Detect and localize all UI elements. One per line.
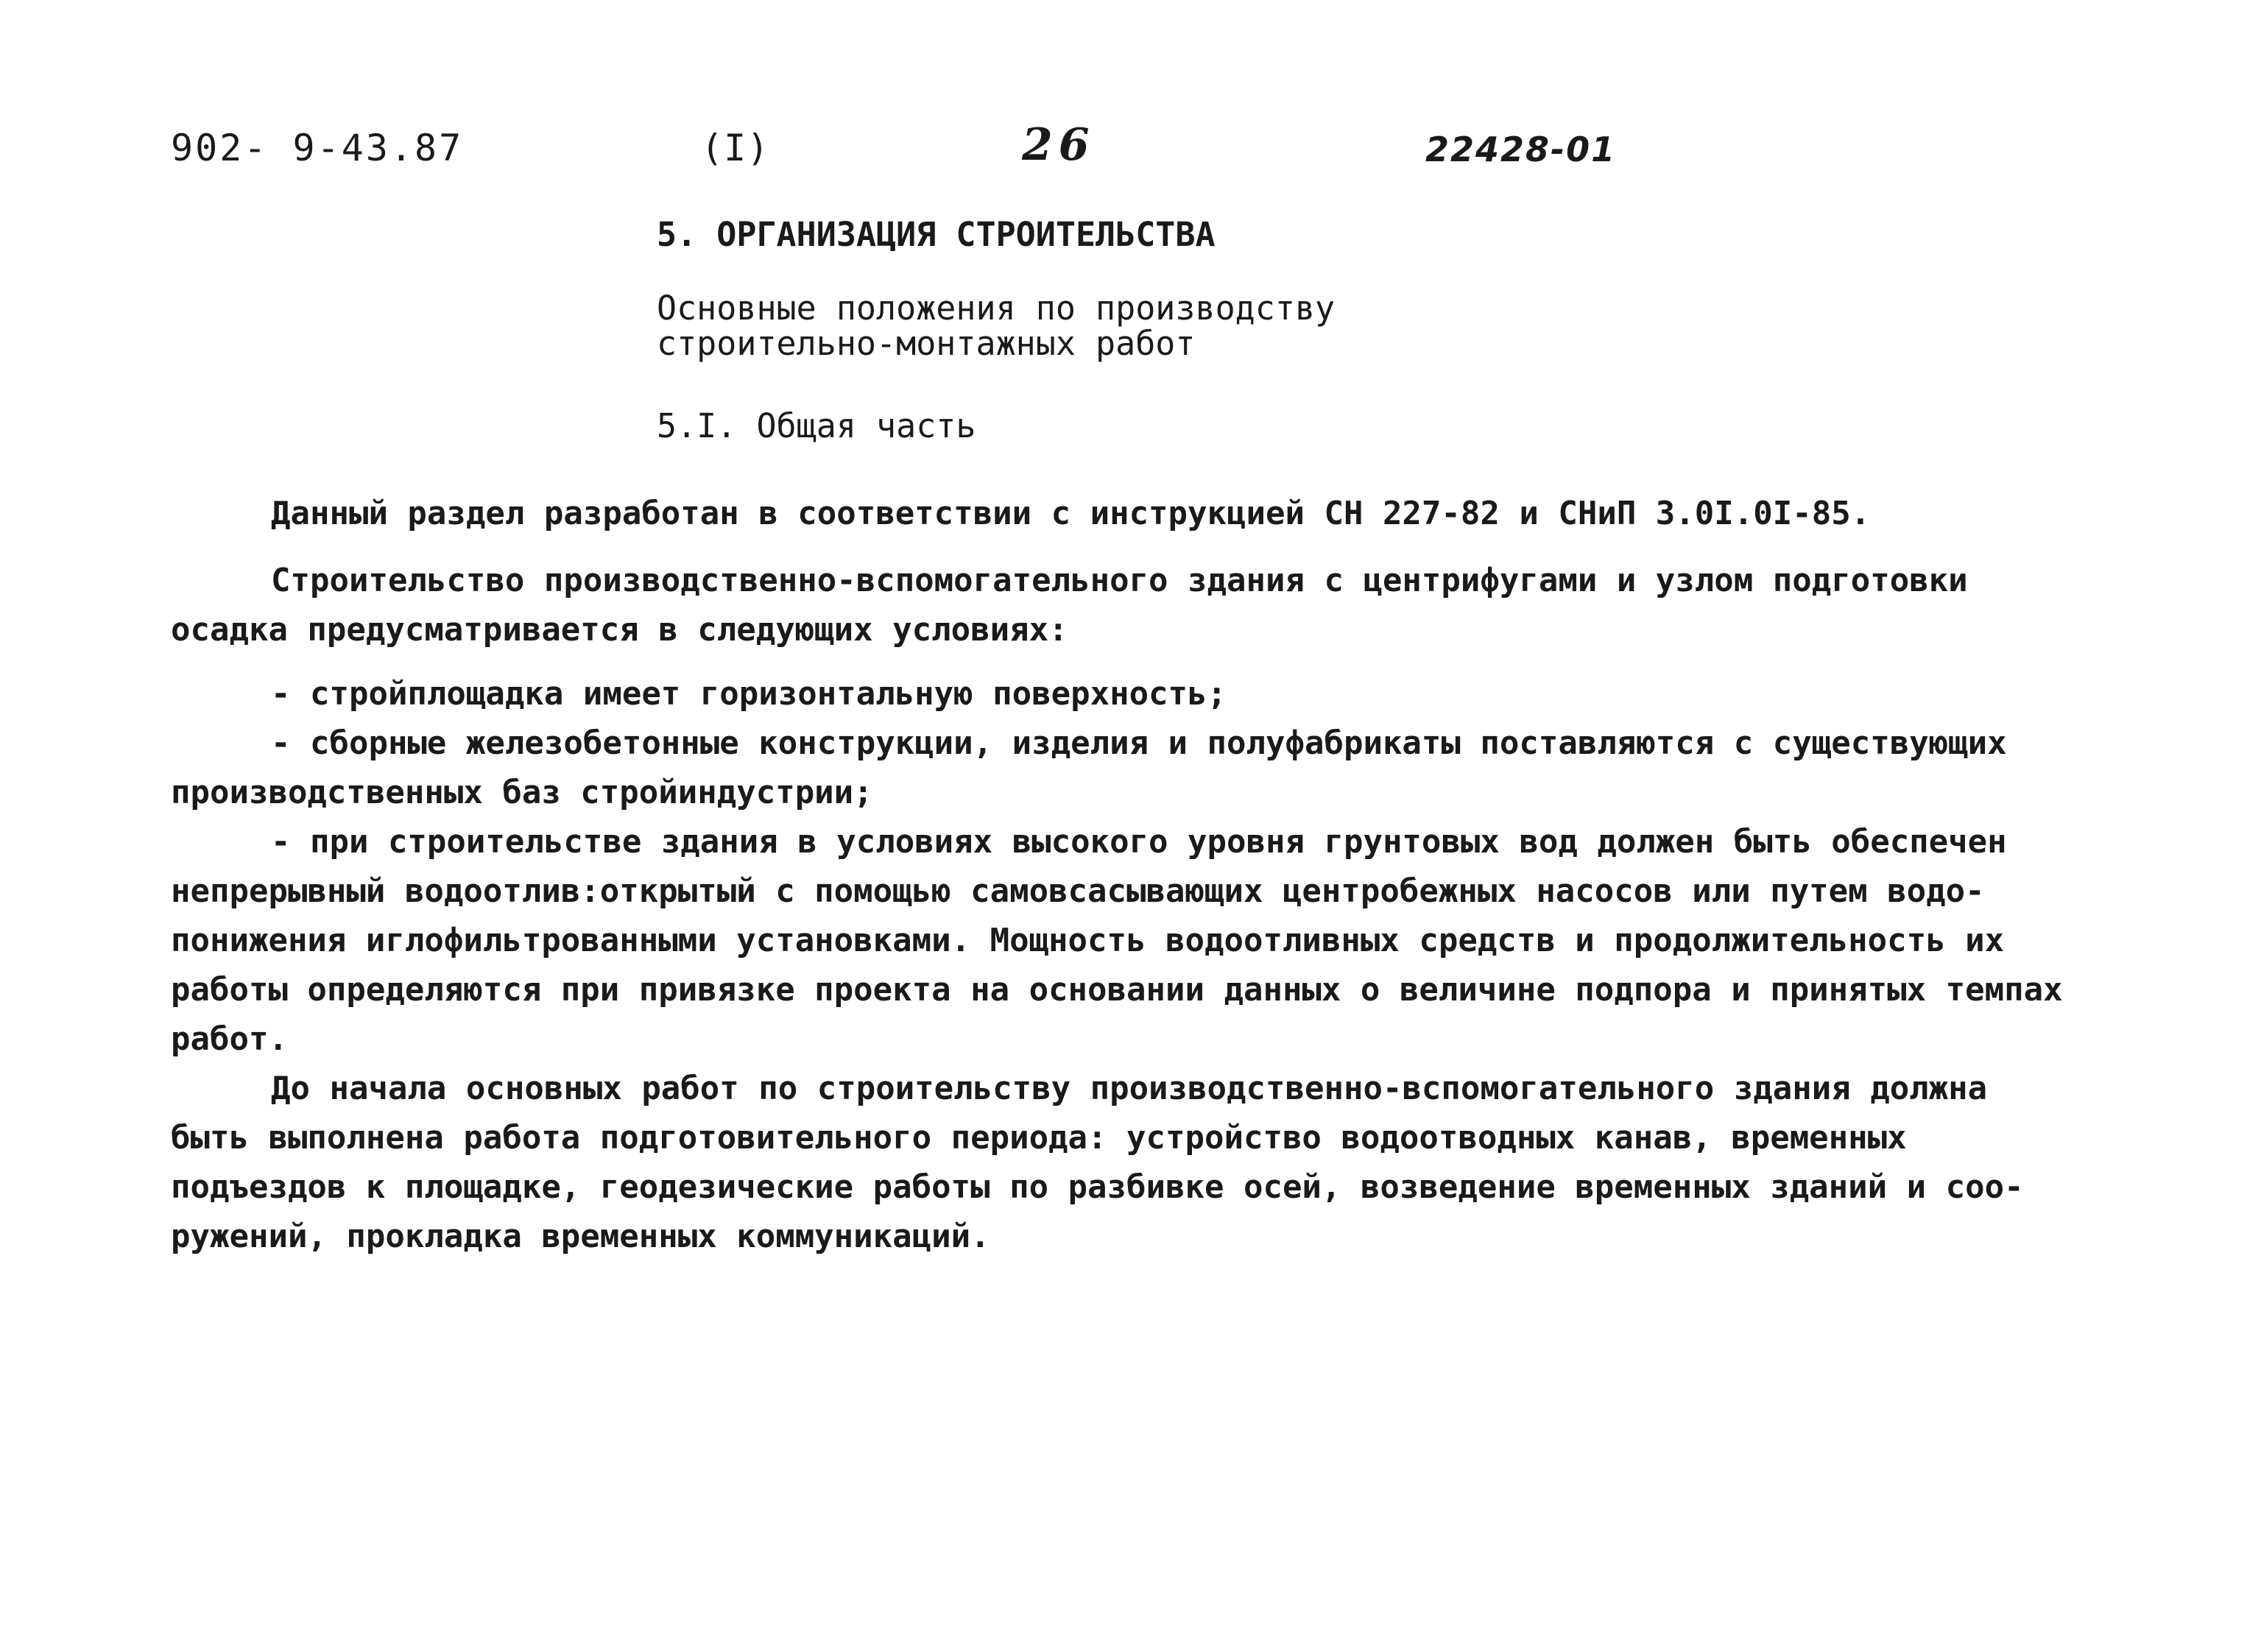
list-item-3-line-3: понижения иглофильтрованными установками. Мощность водоотливных средств и продолжительность их (171, 922, 2005, 959)
list-item-1: - стройплощадка имеет горизонтальную поверхность; (271, 675, 1227, 713)
section-title: 5. ОРГАНИЗАЦИЯ СТРОИТЕЛЬСТВА (657, 215, 1216, 254)
subsection-title: 5.I. Общая часть (657, 406, 976, 445)
subtitle-line-2: строительно-монтажных работ (657, 324, 1196, 363)
list-item-3-line-5: работ. (171, 1020, 288, 1058)
subtitle-line-1: Основные положения по производству (657, 289, 1336, 328)
list-item-3-line-2: непрерывный водоотлив:открытый с помощью самовсасывающих центробежных насосов или путем водо- (171, 872, 1985, 910)
paragraph-1: Данный раздел разработан в соответствии с инструкцией СН 227-82 и СНиП 3.0I.0I-85. (271, 495, 1871, 532)
list-item-2-line-1: - сборные железобетонные конструкции, изделия и полуфабрикаты поставляются с существующих (271, 724, 2007, 762)
part-number: (I) (701, 127, 770, 169)
paragraph-2-line-2: осадка предусматривается в следующих условиях: (171, 611, 1068, 649)
paragraph-6-line-4: ружений, прокладка временных коммуникаций. (171, 1218, 990, 1255)
list-item-2-line-2: производственных баз стройиндустрии; (171, 774, 873, 811)
paragraph-6-line-2: быть выполнена работа подготовительного периода: устройство водоотводных канав, временных (171, 1119, 1907, 1157)
paragraph-2-line-1: Строительство производственно-вспомогательного здания с центрифугами и узлом подготовки (271, 562, 1968, 599)
page-number: 26 (1022, 119, 1096, 171)
body-text (171, 489, 2114, 1261)
paragraph-6-line-1: До начала основных работ по строительству производственно-вспомогательного здания должна (271, 1070, 1988, 1107)
document-code: 902- 9-43.87 (171, 127, 464, 169)
list-item-3-line-4: работы определяются при привязке проекта на основании данных о величине подпора и принятых темпах (171, 971, 2063, 1009)
registration-number: 22428-01 (1425, 130, 1617, 169)
list-item-3-line-1: - при строительстве здания в условиях высокого уровня грунтовых вод должен быть обеспечен (271, 823, 2007, 861)
paragraph-6-line-3: подъездов к площадке, геодезические работы по разбивке осей, возведение временных зданий и соо- (171, 1168, 2024, 1206)
